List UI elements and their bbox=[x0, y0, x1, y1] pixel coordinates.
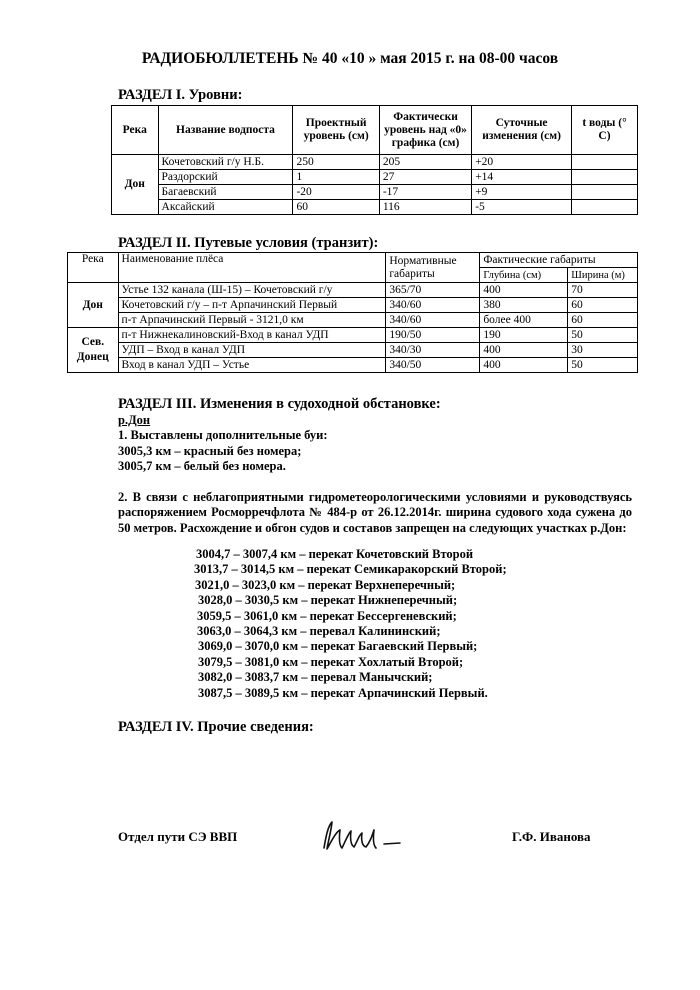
post-cell: Аксайский bbox=[158, 200, 293, 215]
col-water-temp: t воды (° С) bbox=[572, 106, 638, 155]
depth-cell: 400 bbox=[480, 283, 568, 298]
col-actual-dimensions: Фактические габариты bbox=[480, 253, 638, 268]
col-river: Река bbox=[68, 253, 119, 283]
depth-cell: 190 bbox=[480, 328, 568, 343]
width-cell: 60 bbox=[568, 313, 638, 328]
width-cell: 70 bbox=[568, 283, 638, 298]
reach-cell: Вход в канал УДП – Устье bbox=[118, 358, 386, 373]
table-row bbox=[112, 170, 638, 185]
list-item: 3087,5 – 3089,5 км – перекат Арпачинский Первый. bbox=[198, 685, 488, 700]
col-actual-level: Фактически уровень над «0» графика (см) bbox=[379, 106, 471, 155]
route-header-row bbox=[68, 253, 638, 268]
restricted-sections-list bbox=[196, 547, 507, 701]
route-conditions-table bbox=[67, 252, 638, 373]
table-row bbox=[112, 185, 638, 200]
section2-heading: РАЗДЕЛ II. Путевые условия (транзит): bbox=[118, 235, 379, 251]
depth-cell: более 400 bbox=[480, 313, 568, 328]
norm-cell: 190/50 bbox=[386, 328, 480, 343]
project-cell: 60 bbox=[293, 200, 379, 215]
list-item: 3028,0 – 3030,5 км – перекат Нижнеперечный; bbox=[198, 593, 458, 608]
col-normative: Нормативные габариты bbox=[386, 253, 480, 283]
width-cell: 50 bbox=[568, 328, 638, 343]
signatory-name: Г.Ф. Иванова bbox=[512, 829, 591, 844]
list-item: 3004,7 – 3007,4 км – перекат Кочетовский Второй bbox=[196, 547, 474, 561]
norm-cell: 365/70 bbox=[386, 283, 480, 298]
department-label: Отдел пути СЭ ВВП bbox=[118, 829, 238, 844]
section3-block bbox=[118, 397, 632, 536]
temp-cell bbox=[572, 170, 638, 185]
table-row bbox=[112, 155, 638, 170]
depth-cell: 380 bbox=[480, 298, 568, 313]
post-cell: Раздорский bbox=[158, 170, 293, 185]
list-item: 3059,5 – 3061,0 км – перекат Бессергеневский; bbox=[197, 608, 457, 623]
river-cell: Дон bbox=[68, 283, 119, 328]
width-cell: 30 bbox=[568, 343, 638, 358]
col-depth: Глубина (см) bbox=[480, 268, 568, 283]
section4-heading: РАЗДЕЛ IV. Прочие сведения: bbox=[118, 719, 314, 735]
list-item: 3069,0 – 3070,0 км – перекат Багаевский Первый; bbox=[198, 639, 478, 654]
bulletin-title: РАДИОБЮЛЛЕТЕНЬ № 40 «10 » мая 2015 г. на 08-00 часов bbox=[141, 50, 559, 67]
river-cell: Дон bbox=[112, 155, 159, 215]
temp-cell bbox=[572, 185, 638, 200]
width-cell: 50 bbox=[568, 358, 638, 373]
col-river: Река bbox=[112, 106, 159, 155]
actual-cell: -17 bbox=[379, 185, 471, 200]
river-don-label: р.Дон bbox=[118, 412, 151, 427]
norm-cell: 340/60 bbox=[386, 313, 480, 328]
change-cell: -5 bbox=[472, 200, 572, 215]
post-cell: Багаевский bbox=[158, 185, 293, 200]
change-cell: +14 bbox=[472, 170, 572, 185]
table-row bbox=[68, 358, 638, 373]
project-cell: 1 bbox=[293, 170, 379, 185]
restriction-paragraph: 2. В связи с неблагоприятными гидрометеорологическими условиями и руководствуясь распоряжением Росморречфлота № 484-р от 26.12.2014г. ширина судового хода сужена до 50 метров. Расхождение и обгон судов и составов запрещен на следующих участках р.Дон: bbox=[118, 489, 632, 535]
list-item: 3063,0 – 3064,3 км – перевал Калининский; bbox=[197, 624, 441, 639]
table-row bbox=[68, 313, 638, 328]
reach-cell: УДП – Вход в канал УДП bbox=[118, 343, 386, 358]
list-item: 3079,5 – 3081,0 км – перекат Хохлатый Второй; bbox=[198, 654, 464, 669]
norm-cell: 340/50 bbox=[386, 358, 480, 373]
list-item: 3021,0 – 3023,0 км – перекат Верхнеперечный; bbox=[195, 577, 456, 592]
col-project-level: Проектный уровень (см) bbox=[293, 106, 379, 155]
actual-cell: 205 bbox=[379, 155, 471, 170]
project-cell: 250 bbox=[293, 155, 379, 170]
table-row bbox=[68, 283, 638, 298]
levels-table bbox=[111, 105, 638, 215]
col-width: Ширина (м) bbox=[568, 268, 638, 283]
list-item: 3013,7 – 3014,5 км – перекат Семикаракорский Второй; bbox=[194, 562, 507, 577]
table-row bbox=[112, 200, 638, 215]
actual-cell: 116 bbox=[379, 200, 471, 215]
section1-heading: РАЗДЕЛ I. Уровни: bbox=[118, 87, 243, 103]
signature-icon bbox=[318, 818, 408, 856]
river-cell: Сев. Донец bbox=[68, 328, 119, 373]
list-item: 3082,0 – 3083,7 км – перевал Манычский; bbox=[198, 670, 433, 685]
col-daily-change: Суточные изменения (см) bbox=[472, 106, 572, 155]
table-row bbox=[68, 298, 638, 313]
reach-cell: п-т Нижнекалиновский-Вход в канал УДП bbox=[118, 328, 386, 343]
norm-cell: 340/30 bbox=[386, 343, 480, 358]
width-cell: 60 bbox=[568, 298, 638, 313]
levels-header-row bbox=[112, 106, 638, 155]
project-cell: -20 bbox=[293, 185, 379, 200]
change-cell: +9 bbox=[472, 185, 572, 200]
buoy-line: 3005,7 км – белый без номера. bbox=[118, 459, 286, 473]
table-row bbox=[68, 328, 638, 343]
change-cell: +20 bbox=[472, 155, 572, 170]
depth-cell: 400 bbox=[480, 358, 568, 373]
section3-heading: РАЗДЕЛ III. Изменения в судоходной обстановке: bbox=[118, 396, 441, 412]
depth-cell: 400 bbox=[480, 343, 568, 358]
buoy-line: 3005,3 км – красный без номера; bbox=[118, 443, 302, 458]
buoys-paragraph: 1. Выставлены дополнительные буи: bbox=[118, 428, 328, 442]
table-row bbox=[68, 343, 638, 358]
temp-cell bbox=[572, 155, 638, 170]
actual-cell: 27 bbox=[379, 170, 471, 185]
reach-cell: Кочетовский г/у – п-т Арпачинский Первый bbox=[118, 298, 386, 313]
temp-cell bbox=[572, 200, 638, 215]
col-post-name: Название водпоста bbox=[158, 106, 293, 155]
reach-cell: п-т Арпачинский Первый - 3121,0 км bbox=[118, 313, 386, 328]
norm-cell: 340/60 bbox=[386, 298, 480, 313]
reach-cell: Устье 132 канала (Ш-15) – Кочетовский г/у bbox=[118, 283, 386, 298]
post-cell: Кочетовский г/у Н.Б. bbox=[158, 155, 293, 170]
col-reach-name: Наименование плёса bbox=[118, 253, 386, 283]
